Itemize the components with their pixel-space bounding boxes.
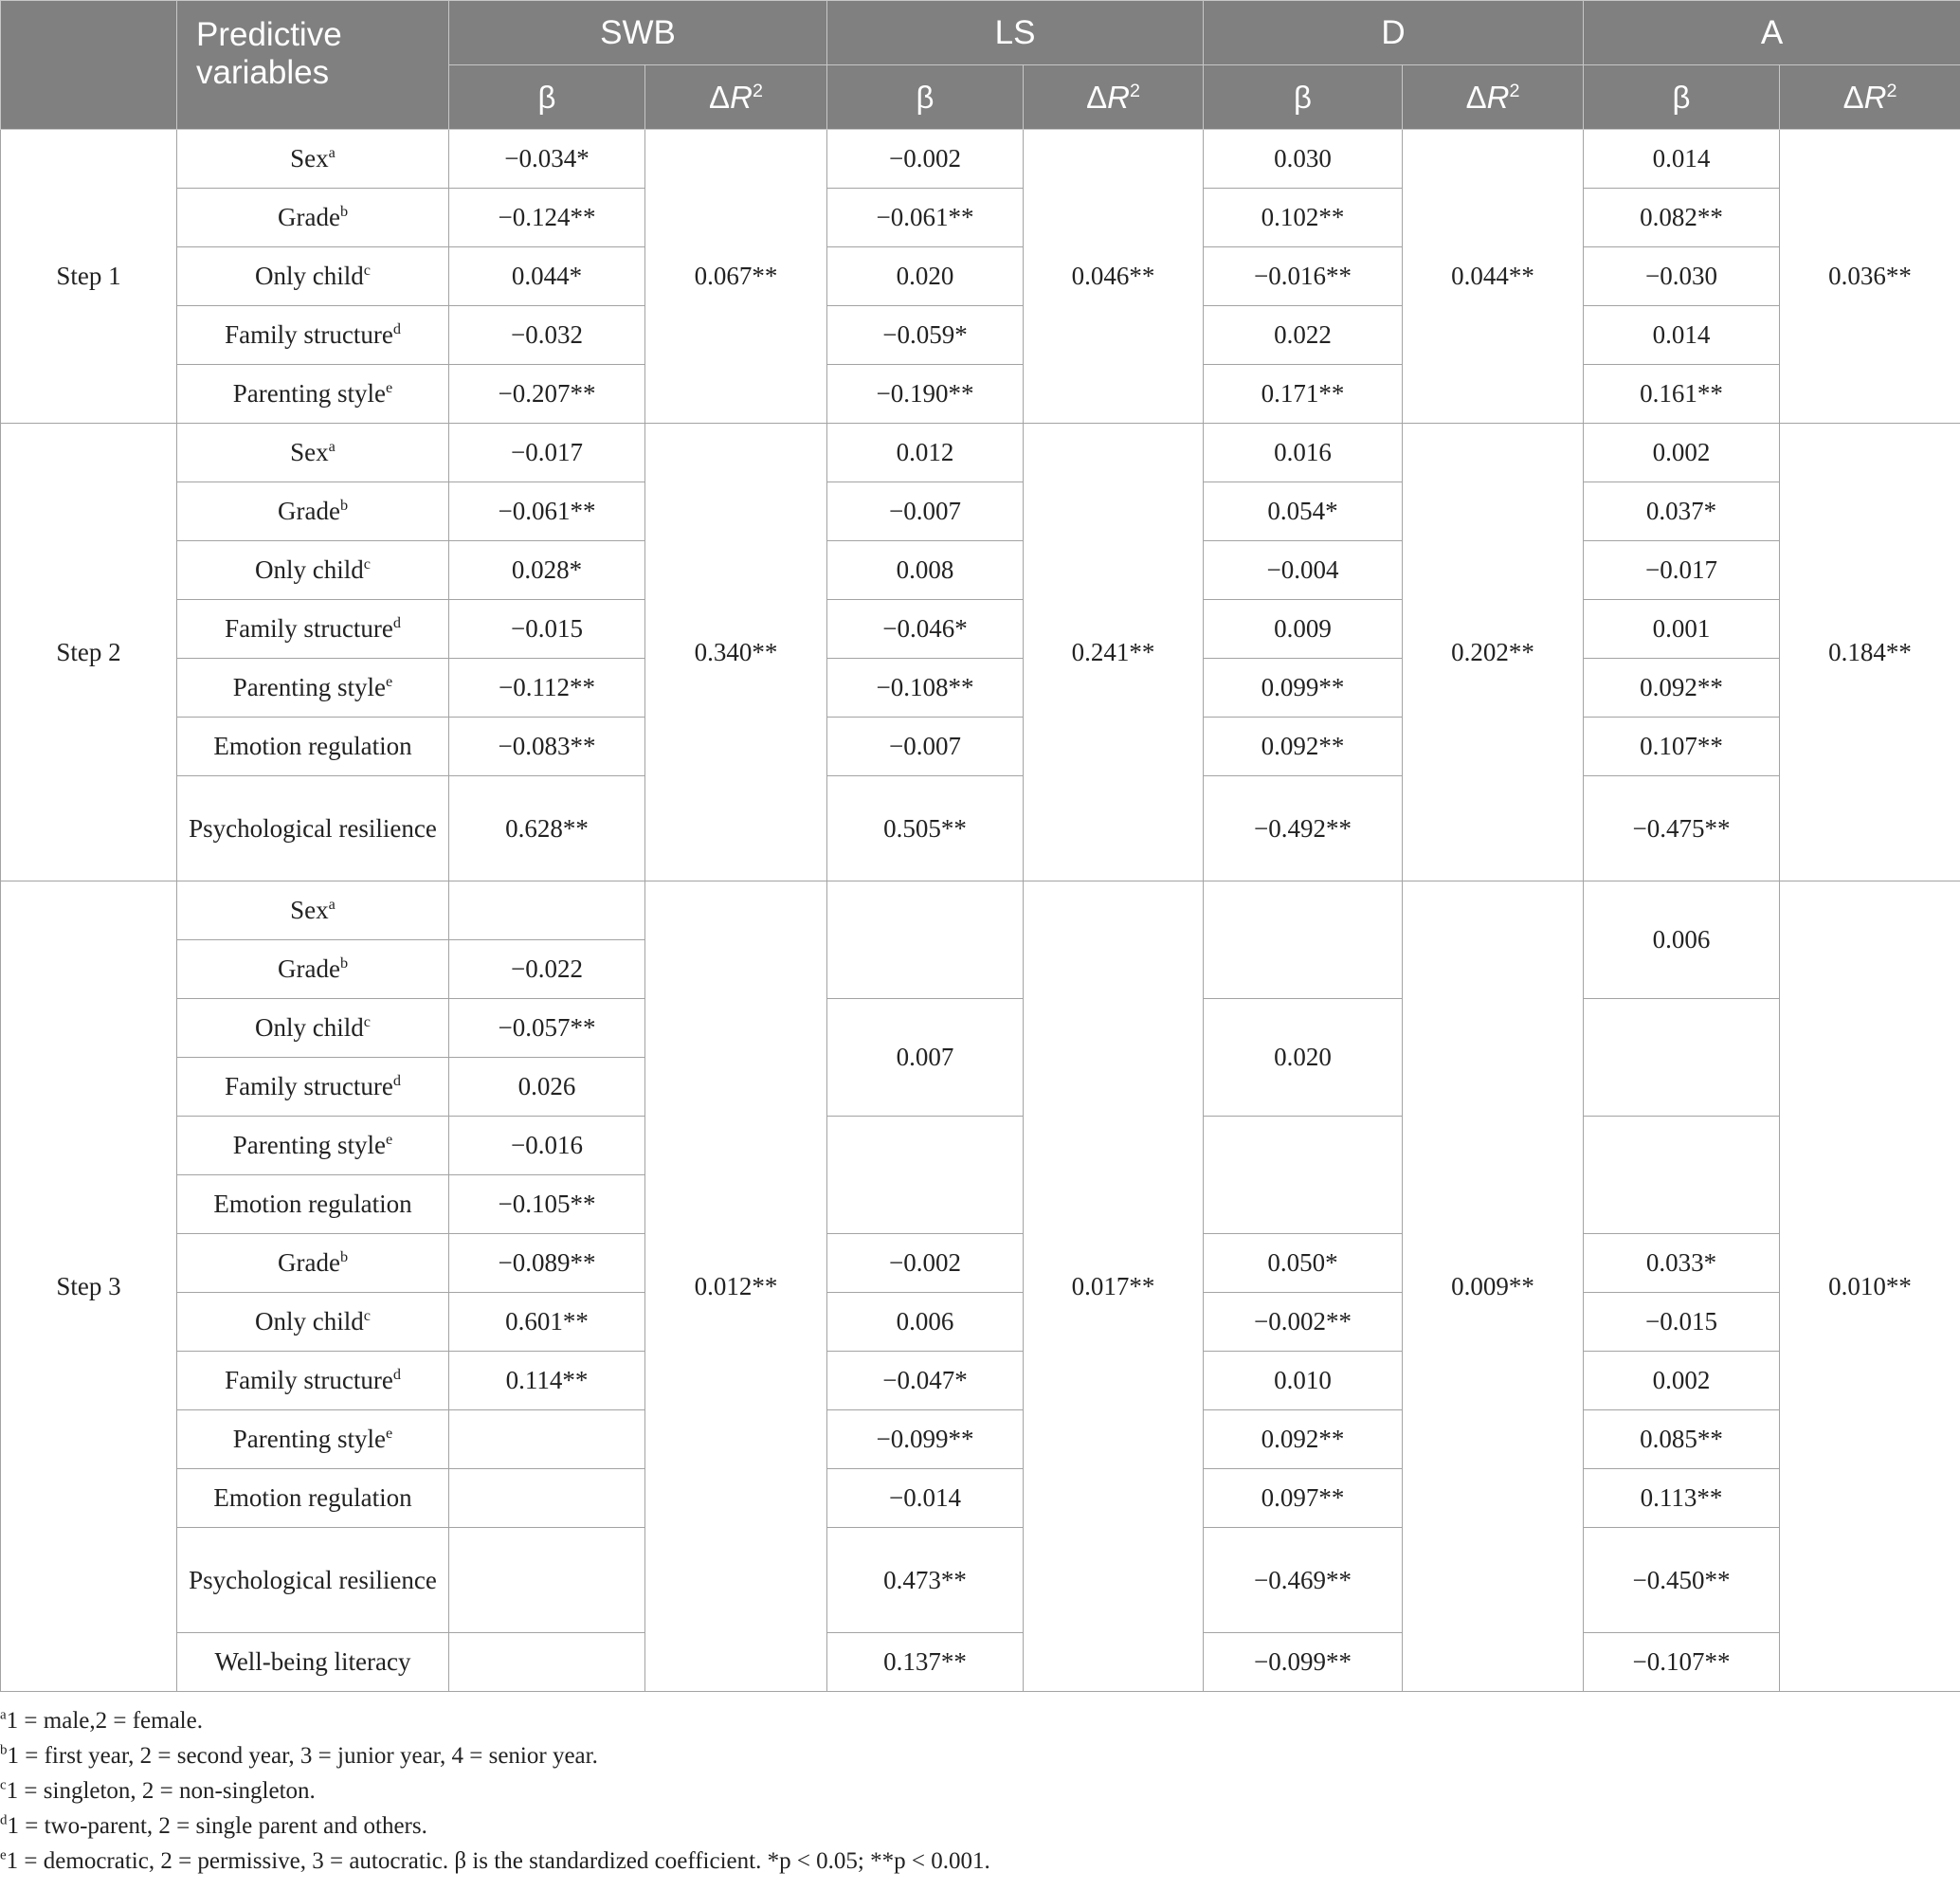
a-beta-cell: 0.085** xyxy=(1584,1410,1780,1469)
d-beta-cell: −0.469** xyxy=(1204,1528,1403,1633)
table-row xyxy=(1,306,1960,365)
swb-beta-cell: −0.089** xyxy=(449,1234,645,1293)
a-beta-cell: 0.161** xyxy=(1584,365,1780,424)
ls-beta-cell: 0.007 xyxy=(827,999,1024,1117)
table-row xyxy=(1,424,1960,482)
variable-name: Parenting style$^e$ xyxy=(177,1410,449,1469)
d-beta-cell: 0.092** xyxy=(1204,718,1403,776)
d-beta-cell xyxy=(1204,1117,1403,1234)
a-beta-cell: 0.082** xyxy=(1584,189,1780,247)
variable-name: Emotion regulation xyxy=(177,1175,449,1234)
variable-name: Psychological resilience xyxy=(177,776,449,881)
swb-beta-cell: −0.112** xyxy=(449,659,645,718)
swb-beta-cell: −0.034* xyxy=(449,130,645,189)
ls-beta-cell: 0.012 xyxy=(827,424,1024,482)
swb-beta-cell: −0.124** xyxy=(449,189,645,247)
table-row xyxy=(1,1410,1960,1469)
ls-delta-r2-cell: 0.241** xyxy=(1024,424,1204,881)
header-beta: β xyxy=(827,65,1024,130)
swb-beta-cell: 0.044* xyxy=(449,247,645,306)
swb-beta-cell: −0.022 xyxy=(449,940,645,999)
swb-beta-cell: −0.061** xyxy=(449,482,645,541)
swb-beta-cell: 0.114** xyxy=(449,1352,645,1410)
step-label: Step 1 xyxy=(1,130,177,424)
variable-name: Emotion regulation xyxy=(177,718,449,776)
ls-delta-r2-cell: 0.046** xyxy=(1024,130,1204,424)
swb-beta-cell: −0.032 xyxy=(449,306,645,365)
variable-name: Grade$^b$ xyxy=(177,482,449,541)
header-delta-r2: $\Delta R^2$ xyxy=(645,65,827,130)
variable-name: Grade$^b$ xyxy=(177,1234,449,1293)
table-row xyxy=(1,718,1960,776)
header-a: A xyxy=(1584,1,1960,65)
header-beta: β xyxy=(1204,65,1403,130)
d-beta-cell: −0.004 xyxy=(1204,541,1403,600)
d-beta-cell: 0.009 xyxy=(1204,600,1403,659)
table-row xyxy=(1,600,1960,659)
ls-beta-cell: 0.020 xyxy=(827,247,1024,306)
a-beta-cell: 0.001 xyxy=(1584,600,1780,659)
header-beta: β xyxy=(1584,65,1780,130)
a-beta-cell: 0.014 xyxy=(1584,130,1780,189)
header-delta-r2: $\Delta R^2$ xyxy=(1024,65,1204,130)
ls-beta-cell: −0.099** xyxy=(827,1410,1024,1469)
swb-beta-cell: −0.057** xyxy=(449,999,645,1058)
ls-beta-cell xyxy=(827,881,1024,999)
d-delta-r2-cell: 0.044** xyxy=(1403,130,1584,424)
ls-beta-cell: −0.061** xyxy=(827,189,1024,247)
swb-beta-cell xyxy=(449,1633,645,1692)
variable-name: Psychological resilience xyxy=(177,1528,449,1633)
table-row xyxy=(1,1528,1960,1633)
a-beta-cell: 0.113** xyxy=(1584,1469,1780,1528)
a-beta-cell: −0.107** xyxy=(1584,1633,1780,1692)
d-beta-cell: 0.050* xyxy=(1204,1234,1403,1293)
ls-beta-cell: −0.002 xyxy=(827,130,1024,189)
variable-name: Grade$^b$ xyxy=(177,189,449,247)
ls-beta-cell: −0.047* xyxy=(827,1352,1024,1410)
ls-beta-cell: 0.505** xyxy=(827,776,1024,881)
header-predictive-variables: Predictive variables xyxy=(177,1,449,130)
header-blank xyxy=(1,1,177,130)
d-beta-cell: 0.092** xyxy=(1204,1410,1403,1469)
ls-beta-cell: 0.473** xyxy=(827,1528,1024,1633)
step-label: Step 2 xyxy=(1,424,177,881)
table-row xyxy=(1,1352,1960,1410)
variable-name: Only child$^c$ xyxy=(177,541,449,600)
table-row xyxy=(1,482,1960,541)
variable-name: Only child$^c$ xyxy=(177,247,449,306)
a-beta-cell: −0.017 xyxy=(1584,541,1780,600)
variable-name: Family structure$^d$ xyxy=(177,306,449,365)
d-beta-cell: 0.020 xyxy=(1204,999,1403,1117)
swb-delta-r2-cell: 0.012** xyxy=(645,881,827,1692)
variable-name: Family structure$^d$ xyxy=(177,1352,449,1410)
d-beta-cell: 0.097** xyxy=(1204,1469,1403,1528)
footnote-e: $^e$1 = democratic, 2 = permissive, 3 = autocratic. β is the standardized coefficient. *p < 0.05; **p < 0.001. xyxy=(0,1847,990,1874)
ls-delta-r2-cell: 0.017** xyxy=(1024,881,1204,1692)
swb-beta-cell: −0.105** xyxy=(449,1175,645,1234)
table-row xyxy=(1,365,1960,424)
footnote-a: $^a$1 = male,2 = female. xyxy=(0,1707,203,1734)
a-beta-cell xyxy=(1584,999,1780,1117)
d-beta-cell: 0.016 xyxy=(1204,424,1403,482)
swb-beta-cell: −0.015 xyxy=(449,600,645,659)
header-delta-r2: $\Delta R^2$ xyxy=(1780,65,1960,130)
swb-beta-cell: 0.628** xyxy=(449,776,645,881)
d-beta-cell: −0.099** xyxy=(1204,1633,1403,1692)
d-beta-cell: −0.002** xyxy=(1204,1293,1403,1352)
variable-name: Only child$^c$ xyxy=(177,999,449,1058)
ls-beta-cell xyxy=(827,1117,1024,1234)
a-beta-cell: −0.475** xyxy=(1584,776,1780,881)
ls-beta-cell: −0.046* xyxy=(827,600,1024,659)
swb-beta-cell xyxy=(449,881,645,940)
d-beta-cell: −0.016** xyxy=(1204,247,1403,306)
a-beta-cell: 0.107** xyxy=(1584,718,1780,776)
a-beta-cell: 0.014 xyxy=(1584,306,1780,365)
d-beta-cell: 0.030 xyxy=(1204,130,1403,189)
ls-beta-cell: 0.006 xyxy=(827,1293,1024,1352)
d-beta-cell: 0.099** xyxy=(1204,659,1403,718)
variable-name: Sex$^a$ xyxy=(177,424,449,482)
swb-beta-cell: −0.083** xyxy=(449,718,645,776)
variable-name: Emotion regulation xyxy=(177,1469,449,1528)
table-row xyxy=(1,247,1960,306)
footnote-d: $^d$1 = two-parent, 2 = single parent and others. xyxy=(0,1812,427,1839)
table-row xyxy=(1,776,1960,881)
ls-beta-cell: −0.059* xyxy=(827,306,1024,365)
variable-name: Grade$^b$ xyxy=(177,940,449,999)
a-beta-cell xyxy=(1584,1117,1780,1234)
variable-name: Parenting style$^e$ xyxy=(177,659,449,718)
footnote-c: $^c$1 = singleton, 2 = non-singleton. xyxy=(0,1777,316,1804)
table-row xyxy=(1,541,1960,600)
d-delta-r2-cell: 0.202** xyxy=(1403,424,1584,881)
table-row xyxy=(1,189,1960,247)
ls-beta-cell: −0.190** xyxy=(827,365,1024,424)
table-row xyxy=(1,881,1960,940)
a-beta-cell: −0.015 xyxy=(1584,1293,1780,1352)
variable-name: Sex$^a$ xyxy=(177,130,449,189)
ls-beta-cell: −0.007 xyxy=(827,482,1024,541)
variable-name: Only child$^c$ xyxy=(177,1293,449,1352)
ls-beta-cell: −0.002 xyxy=(827,1234,1024,1293)
d-beta-cell: 0.102** xyxy=(1204,189,1403,247)
variable-name: Family structure$^d$ xyxy=(177,1058,449,1117)
swb-delta-r2-cell: 0.067** xyxy=(645,130,827,424)
d-beta-cell: 0.010 xyxy=(1204,1352,1403,1410)
table-row xyxy=(1,1469,1960,1528)
d-delta-r2-cell: 0.009** xyxy=(1403,881,1584,1692)
table-row xyxy=(1,999,1960,1058)
table-row xyxy=(1,130,1960,189)
a-beta-cell: 0.037* xyxy=(1584,482,1780,541)
a-delta-r2-cell: 0.010** xyxy=(1780,881,1960,1692)
swb-beta-cell xyxy=(449,1528,645,1633)
d-beta-cell: 0.054* xyxy=(1204,482,1403,541)
header-d: D xyxy=(1204,1,1584,65)
table-row xyxy=(1,1293,1960,1352)
swb-beta-cell xyxy=(449,1469,645,1528)
table-row xyxy=(1,659,1960,718)
footnote-b: $^b$1 = first year, 2 = second year, 3 = junior year, 4 = senior year. xyxy=(0,1742,598,1769)
variable-name: Sex$^a$ xyxy=(177,881,449,940)
a-beta-cell: 0.092** xyxy=(1584,659,1780,718)
d-beta-cell xyxy=(1204,881,1403,999)
variable-name: Parenting style$^e$ xyxy=(177,1117,449,1175)
header-ls: LS xyxy=(827,1,1204,65)
variable-name: Well-being literacy xyxy=(177,1633,449,1692)
ls-beta-cell: −0.014 xyxy=(827,1469,1024,1528)
step-label: Step 3 xyxy=(1,881,177,1692)
swb-beta-cell: −0.207** xyxy=(449,365,645,424)
swb-beta-cell xyxy=(449,1410,645,1469)
header-delta-r2: $\Delta R^2$ xyxy=(1403,65,1584,130)
a-delta-r2-cell: 0.036** xyxy=(1780,130,1960,424)
a-beta-cell: 0.033* xyxy=(1584,1234,1780,1293)
d-beta-cell: 0.171** xyxy=(1204,365,1403,424)
swb-beta-cell: 0.026 xyxy=(449,1058,645,1117)
a-beta-cell: −0.030 xyxy=(1584,247,1780,306)
a-beta-cell: 0.006 xyxy=(1584,881,1780,999)
a-delta-r2-cell: 0.184** xyxy=(1780,424,1960,881)
ls-beta-cell: −0.007 xyxy=(827,718,1024,776)
swb-beta-cell: −0.017 xyxy=(449,424,645,482)
ls-beta-cell: −0.108** xyxy=(827,659,1024,718)
ls-beta-cell: 0.137** xyxy=(827,1633,1024,1692)
ls-beta-cell: 0.008 xyxy=(827,541,1024,600)
header-swb: SWB xyxy=(449,1,827,65)
a-beta-cell: 0.002 xyxy=(1584,1352,1780,1410)
swb-beta-cell: 0.028* xyxy=(449,541,645,600)
variable-name: Parenting style$^e$ xyxy=(177,365,449,424)
table-row xyxy=(1,1234,1960,1293)
table-row xyxy=(1,1117,1960,1175)
variable-name: Family structure$^d$ xyxy=(177,600,449,659)
swb-beta-cell: −0.016 xyxy=(449,1117,645,1175)
swb-delta-r2-cell: 0.340** xyxy=(645,424,827,881)
header-beta: β xyxy=(449,65,645,130)
d-beta-cell: −0.492** xyxy=(1204,776,1403,881)
swb-beta-cell: 0.601** xyxy=(449,1293,645,1352)
a-beta-cell: −0.450** xyxy=(1584,1528,1780,1633)
a-beta-cell: 0.002 xyxy=(1584,424,1780,482)
d-beta-cell: 0.022 xyxy=(1204,306,1403,365)
table-row xyxy=(1,1633,1960,1692)
